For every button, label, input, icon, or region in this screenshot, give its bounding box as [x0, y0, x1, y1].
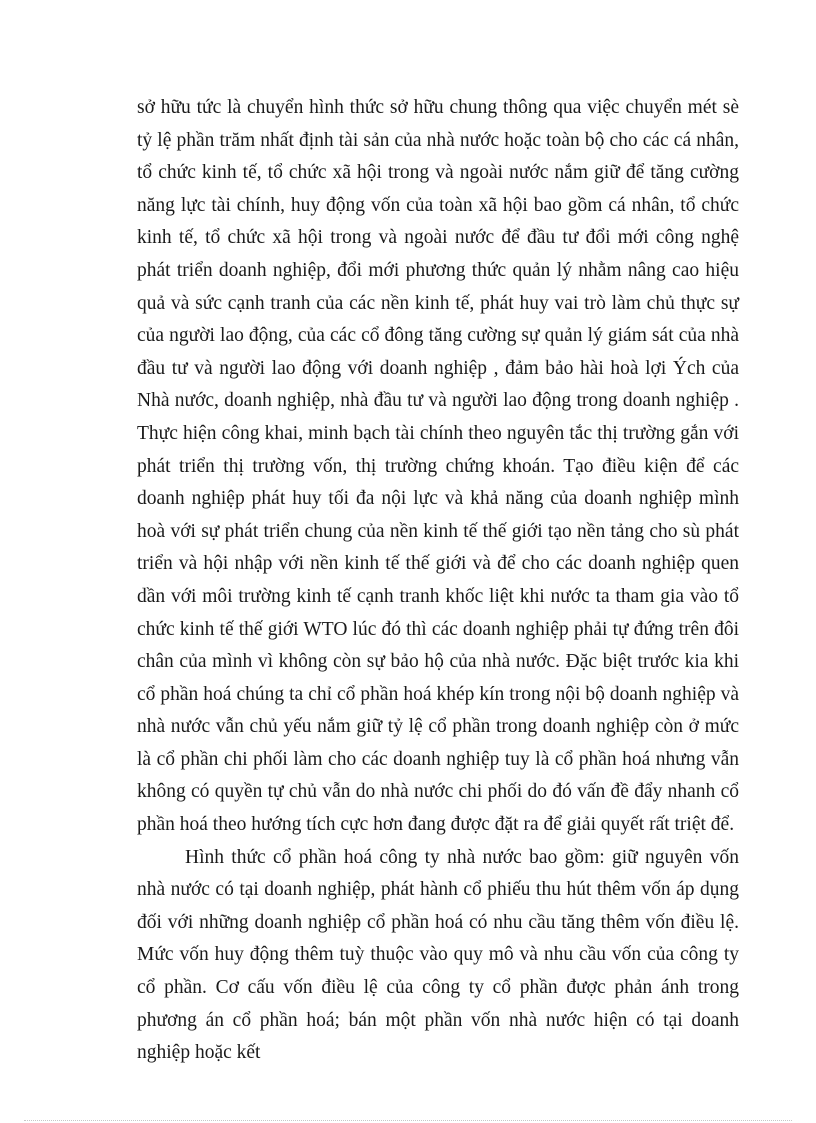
body-paragraph-2: Hình thức cổ phần hoá công ty nhà nước bao gồm: giữ nguyên vốn nhà nước có tại doanh nghiệp, phát hành cổ phiếu thu hút thêm vốn áp dụng đối với những doanh nghiệp cổ phần hoá có nhu cầu tăng thêm vốn điều lệ. Mức vốn huy động thêm tuỳ thuộc vào quy mô và nhu cầu vốn của công ty cổ phần. Cơ cấu vốn điều lệ của công ty cổ phần được phản ánh trong phương án cổ phần hoá; bán một phần vốn nhà nước hiện có tại doanh nghiệp hoặc kết	[137, 846, 739, 1064]
body-paragraph-1: sở hữu tức là chuyển hình thức sở hữu chung thông qua việc chuyển mét sè tỷ lệ phần trăm nhất định tài sản của nhà nước hoặc toàn bộ cho các cá nhân, tổ chức kinh tế, tổ chức xã hội trong và ngoài nước nắm giữ để tăng cường năng lực tài chính, huy động vốn của toàn xã hội bao gồm cá nhân, tổ chức kinh tế, tổ chức xã hội trong và ngoài nước để đầu tư đổi mới công nghệ phát triển doanh nghiệp, đổi mới phương thức quản lý nhằm nâng cao hiệu quả và sức cạnh tranh của các nền kinh tế, phát huy vai trò làm chủ thực sự của người lao động, của các cổ đông tăng cường sự quản lý giám sát của nhà đầu tư và người lao động với doanh nghiệp , đảm bảo hài hoà lợi Ých của Nhà nước, doanh nghiệp, nhà đầu tư và người lao động trong doanh nghiệp . Thực hiện công khai, minh bạch tài chính theo nguyên tắc thị trường gắn với phát triển thị trường vốn, thị trường chứng khoán. Tạo điều kiện để các doanh nghiệp phát huy tối đa nội lực và khả năng của doanh nghiệp mình hoà với sự phát triển chung của nền kinh tế thế giới tạo nền tảng cho sù phát triển và hội nhập với nền kinh tế thế giới và để cho các doanh nghiệp quen dần với môi trường kinh tế cạnh tranh khốc liệt khi nước ta tham gia vào tổ chức kinh tế thế giới WTO lúc đó thì các doanh nghiệp phải tự đứng trên đôi chân của mình vì không còn sự bảo hộ của nhà nước. Đặc biệt trước kia khi cổ phần hoá chúng ta chỉ cổ phần hoá khép kín trong nội bộ doanh nghiệp và nhà nước vẫn chủ yếu nắm giữ tỷ lệ cổ phần trong doanh nghiệp còn ở mức là cổ phần chi phối làm cho các doanh nghiệp tuy là cổ phần hoá nhưng vẫn không có quyền tự chủ vẫn do nhà nước chi phối do đó vấn đề đẩy nhanh cổ phần hoá theo hướng tích cực hơn đang được đặt ra để giải quyết rất triệt để.	[137, 97, 739, 836]
page-bottom-divider	[24, 1120, 792, 1121]
document-body	[137, 92, 739, 1070]
